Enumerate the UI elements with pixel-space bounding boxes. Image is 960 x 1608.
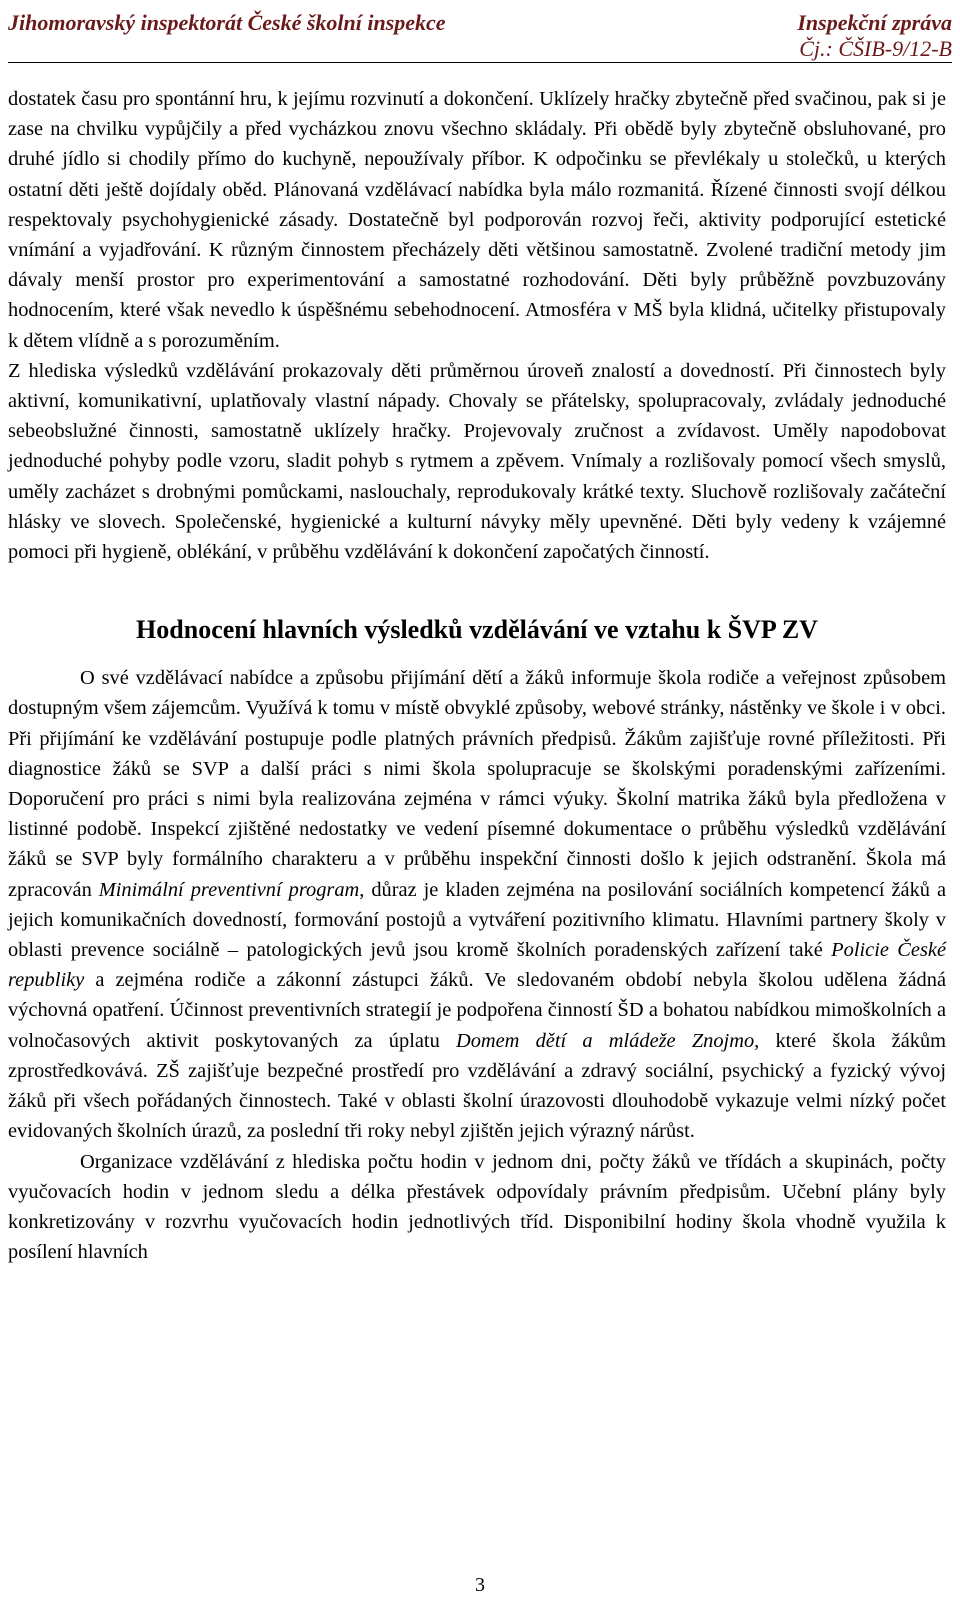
document-body: [8, 84, 946, 1267]
paragraph-1: dostatek času pro spontánní hru, k jejímu rozvinutí a dokončení. Uklízely hračky zbytečně před svačinou, pak si je zase na chvilku vypůjčily a před vycházkou znovu všechno skládaly. Při obědě byly zbytečně obsluhované, pro druhé jídlo si chodily přímo do kuchyně, nepoužívaly příbor. K odpočinku se převlékaly u stolečků, u kterých ostatní děti ještě dojídaly oběd. Plánovaná vzdělávací nabídka byla málo rozmanitá. Řízené činnosti svojí délkou respektovaly psychohygienické zásady. Dostatečně byl podporován rozvoj řeči, aktivity podporující estetické vnímání a vyjadřování. K různým činnostem přecházely děti většinou samostatně. Zvolené tradiční metody jim dávaly menší prostor pro experimentování a samostatné rozhodování. Děti byly průběžně povzbuzovány hodnocením, které však nevedlo k úspěšnému sebehodnocení. Atmosféra v MŠ byla klidná, učitelky přistupovaly k dětem vlídně a s porozuměním.: [8, 88, 946, 352]
paragraph-3-text-a: O své vzdělávací nabídce a způsobu přijímání dětí a žáků informuje škola rodiče a veřejnost způsobem dostupným všem zájemcům. Využívá k tomu v místě obvyklé způsoby, webové stránky, nástěnky ve škole i v obci. Při přijímání ke vzdělávání postupuje podle platných právních předpisů. Žákům zajišťuje rovné příležitosti. Při diagnostice žáků se SVP a další práci s nimi škola spolupracuje se školskými poradenskými zařízeními. Doporučení pro práci s nimi byla realizována zejména v rámci výuky. Školní matrika žáků byla předložena v listinné podobě. Inspekcí zjištěné nedostatky ve vedení písemné dokumentace o průběhu výsledků vzdělávání žáků se SVP byly formálního charakteru a v průběhu inspekční činnosti došlo k jejich odstranění. Škola má zpracován: [8, 667, 946, 901]
header-organization: Jihomoravský inspektorát České školní inspekce: [8, 10, 446, 35]
page-header: [8, 6, 952, 63]
header-report-type: Inspekční zpráva: [797, 10, 952, 35]
page-number: 3: [475, 1574, 485, 1596]
paragraph-3-text-b: , důraz je kladen zejména na posilování sociálních kompetencí žáků a jejich komunikačních dovedností, formování postojů a vytváření pozitivního klimatu. Hlavními partnery školy v oblasti prevence sociálně – patologických jevů jsou kromě školních poradenských zařízení také: [8, 878, 947, 962]
header-right-block: [797, 10, 952, 62]
italic-program-name: Minimální preventivní program: [98, 878, 360, 901]
italic-youth-house-name: Domem dětí a mládeže Znojmo: [455, 1029, 755, 1052]
paragraph-4: Organizace vzdělávání z hlediska počtu hodin v jednom dni, počty žáků ve třídách a skupinách, počty vyučovacích hodin v jednom sledu a délka přestávek odpovídaly právním předpisům. Učební plány byly konkretizovány v rozvrhu vyučovacích hodin jednotlivých tříd. Disponibilní hodiny škola vhodně využila k posílení hlavních: [8, 1150, 946, 1264]
paragraph-2: Z hlediska výsledků vzdělávání prokazovaly děti průměrnou úroveň znalostí a dovedností. Při činnostech byly aktivní, komunikativní, uplatňovaly vlastní nápady. Chovaly se přátelsky, spolupracovaly, zvládaly jednoduché sebeobslužné činnosti, samostatně uklízely hračky. Projevovaly zručnost a zvídavost. Uměly napodobovat jednoduché pohyby podle vzoru, sladit pohyb s rytmem a zpěvem. Vnímaly a rozlišovaly pomocí všech smyslů, uměly zacházet s drobnými pomůckami, naslouchaly, reprodukovaly krátké texty. Sluchově rozlišovaly začáteční hlásky ve slovech. Společenské, hygienické a kulturní návyky měly upevněné. Děti byly vedeny k vzájemné pomoci při hygieně, oblékání, v průběhu vzdělávání k dokončení započatých činností.: [8, 359, 946, 564]
paragraph-3-text-d: , které škola žákům zprostředkovává. ZŠ zajišťuje bezpečné prostředí pro vzdělávání a zdravý sociální, psychický a fyzický vývoj žáků při všech pořádaných činnostech. Také v oblasti školní úrazovosti dlouhodobě vykazuje velmi nízký počet evidovaných školních úrazů, za poslední tři roky nebyl zjištěn jejich výrazný nárůst.: [8, 1029, 947, 1143]
header-reference-number: Čj.: ČŠIB-9/12-B: [799, 36, 952, 61]
italic-police-name: Policie České republiky: [8, 939, 946, 992]
paragraph-3-text-c: a zejména rodiče a zákonní zástupci žáků. Ve sledovaném období nebyla školou udělena žádná výchovná opatření. Účinnost preventivních strategií je podpořena činností ŠD a bohatou nabídkou mimoškolních a volnočasových aktivit poskytovaných za úplatu: [8, 969, 946, 1052]
section-heading: Hodnocení hlavních výsledků vzdělávání ve vztahu k ŠVP ZV: [136, 615, 818, 645]
paragraph-3: [8, 663, 946, 1146]
